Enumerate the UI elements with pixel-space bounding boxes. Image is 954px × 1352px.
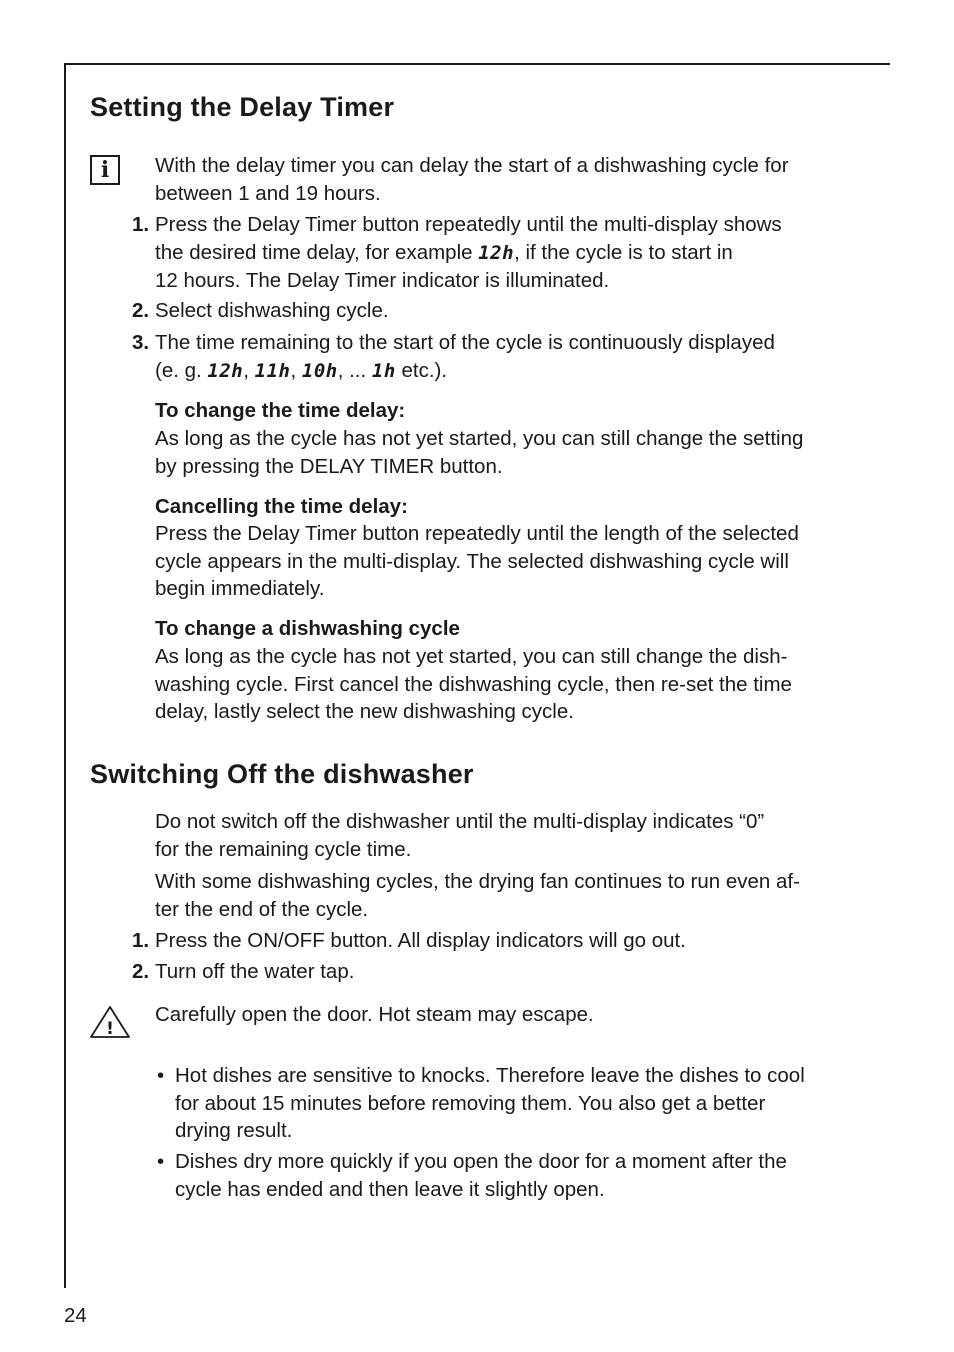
bullet-marker: •	[157, 1150, 165, 1173]
section-title-switching-off: Switching Off the dishwasher	[90, 759, 474, 789]
lcd-display-value: 12h	[478, 241, 515, 264]
frame-left-rule	[64, 63, 66, 1288]
step-number: 2.	[132, 299, 150, 322]
cancel-delay-text	[155, 520, 870, 603]
warning-text: Carefully open the door. Hot steam may escape.	[155, 1003, 594, 1026]
switch-off-step-1: Press the ON/OFF button. All display indicators will go out.	[155, 929, 686, 952]
info-icon: i	[90, 155, 120, 185]
page-number: 24	[64, 1304, 87, 1327]
step-number: 1.	[132, 213, 150, 236]
delay-step-3	[155, 329, 870, 385]
intro-line: With the delay timer you can delay the start of a dishwashing cycle for	[155, 154, 789, 177]
body-line: for the remaining cycle time.	[155, 837, 412, 861]
change-cycle-heading: To change a dishwashing cycle	[155, 617, 460, 640]
lcd-display-value: 1h	[371, 359, 396, 382]
step-text: (e. g.	[155, 358, 208, 382]
body-line: As long as the cycle has not yet started, you can still change the setting	[155, 427, 804, 450]
step-text: the desired time delay, for example	[155, 240, 479, 264]
change-delay-text	[155, 425, 870, 480]
frame-top-rule	[64, 63, 890, 65]
body-line: Do not switch off the dishwasher until the multi-display indicates “0”	[155, 810, 765, 833]
body-line: With some dishwashing cycles, the drying fan continues to run even af-	[155, 870, 800, 893]
step-text: 12 hours. The Delay Timer indicator is illuminated.	[155, 269, 610, 292]
body-line: begin immediately.	[155, 577, 325, 600]
body-line: ter the end of the cycle.	[155, 897, 369, 921]
switch-off-para-1	[155, 808, 870, 863]
section-title-delay-timer: Setting the Delay Timer	[90, 92, 395, 122]
lcd-display-value: 11h	[254, 359, 291, 382]
separator: ,	[290, 358, 302, 382]
bullet-marker: •	[157, 1064, 165, 1087]
step-number: 1.	[132, 929, 150, 952]
body-line: by pressing the DELAY TIMER button.	[155, 454, 503, 478]
delay-step-2: Select dishwashing cycle.	[155, 299, 389, 322]
separator: , ...	[337, 358, 372, 382]
lcd-display-value: 12h	[207, 359, 244, 382]
switch-off-step-2: Turn off the water tap.	[155, 960, 355, 983]
switch-off-para-2	[155, 868, 870, 923]
change-cycle-text	[155, 643, 870, 726]
separator: ,	[243, 358, 255, 382]
body-line: cycle has ended and then leave it slightly open.	[175, 1177, 605, 1201]
step-number: 3.	[132, 331, 150, 354]
body-line: Dishes dry more quickly if you open the door for a moment after the	[175, 1150, 787, 1173]
body-line: Hot dishes are sensitive to knocks. Therefore leave the dishes to cool	[175, 1064, 805, 1087]
warning-exclamation: !	[106, 1019, 114, 1039]
cancel-delay-heading: Cancelling the time delay:	[155, 495, 408, 518]
body-line: for about 15 minutes before removing them. You also get a better	[175, 1091, 766, 1115]
step-text: , if the cycle is to start in	[514, 240, 733, 264]
intro-line: between 1 and 19 hours.	[155, 181, 381, 205]
step-text: Press the Delay Timer button repeatedly until the multi-display shows	[155, 213, 782, 236]
change-delay-heading: To change the time delay:	[155, 399, 406, 422]
body-line: drying result.	[175, 1119, 293, 1142]
delay-step-1	[155, 211, 870, 295]
delay-timer-intro	[155, 152, 870, 207]
warning-icon	[89, 1005, 131, 1039]
body-line: delay, lastly select the new dishwashing cycle.	[155, 700, 574, 723]
body-line: As long as the cycle has not yet started, you can still change the dish-	[155, 645, 788, 668]
step-number: 2.	[132, 960, 150, 983]
body-line: washing cycle. First cancel the dishwashing cycle, then re-set the time	[155, 672, 792, 696]
body-line: Press the Delay Timer button repeatedly until the length of the selected	[155, 522, 799, 545]
body-line: cycle appears in the multi-display. The selected dishwashing cycle will	[155, 549, 789, 573]
lcd-display-value: 10h	[301, 359, 338, 382]
bullet-item-1	[175, 1062, 870, 1145]
bullet-item-2	[175, 1148, 870, 1203]
step-text: etc.).	[395, 358, 448, 382]
step-text: The time remaining to the start of the cycle is continuously displayed	[155, 331, 775, 354]
